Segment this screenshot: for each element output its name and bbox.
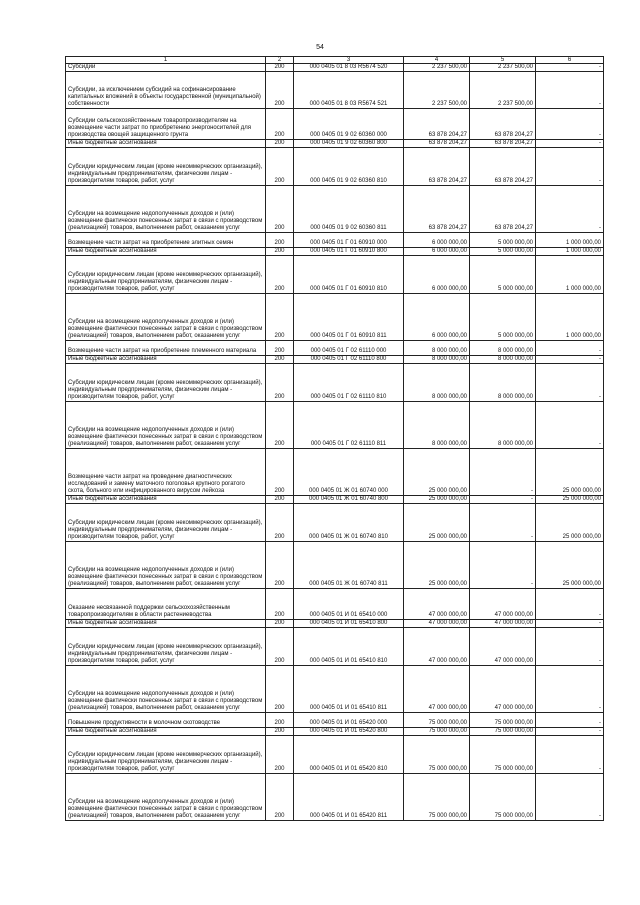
row-name: Иные бюджетные ассигнования [66,248,266,256]
row-value-approved: 63 878 204,27 [404,109,470,140]
row-name: Субсидии, за исключением субсидий на софинансирование капитальных вложений в объекты государственной (муниципальной) собственности [66,72,266,109]
row-value-approved: 75 000 000,00 [404,713,470,728]
row-value-difference: - [536,109,604,140]
row-budget-code: 000 0405 01 8 03 R5674 520 [294,64,404,72]
row-value-approved: 75 000 000,00 [404,774,470,821]
row-value-approved: 47 000 000,00 [404,666,470,713]
row-budget-code: 000 0405 01 Г 02 61110 811 [294,402,404,449]
table-body [66,64,604,821]
row-code-admin: 200 [266,341,294,356]
row-code-admin: 200 [266,294,294,341]
row-name: Субсидии [66,64,266,72]
column-header: 4 [404,57,470,64]
row-value-approved: 8 000 000,00 [404,402,470,449]
row-value-approved: 75 000 000,00 [404,728,470,736]
row-name: Субсидии на возмещение недополученных доходов и (или) возмещение фактически понесенных затрат в связи с производством (реализацией) товаров, выполнением работ, оказанием услуг [66,402,266,449]
column-header: 6 [536,57,604,64]
row-value-executed: - [470,542,536,589]
row-value-executed: 47 000 000,00 [470,589,536,620]
table-row [66,64,604,72]
row-code-admin: 200 [266,402,294,449]
table-row [66,628,604,666]
row-code-admin: 200 [266,356,294,364]
row-budget-code: 000 0405 01 И 01 65420 811 [294,774,404,821]
row-name: Субсидии на возмещение недополученных доходов и (или) возмещение фактически понесенных затрат в связи с производством (реализацией) товаров, выполнением работ, оказанием услуг [66,542,266,589]
row-budget-code: 000 0405 01 И 01 65410 811 [294,666,404,713]
row-name: Возмещение части затрат на проведение диагностических исследований и замену маточного поголовья крупного рогатого скота, больного или инфицированного вирусом лейкоза [66,449,266,496]
table-row [66,109,604,140]
row-value-executed: 5 000 000,00 [470,233,536,248]
row-value-approved: 2 237 500,00 [404,64,470,72]
row-value-executed: - [470,449,536,496]
row-value-approved: 63 878 204,27 [404,148,470,186]
column-header: 5 [470,57,536,64]
row-value-executed: 75 000 000,00 [470,728,536,736]
row-name: Субсидии на возмещение недополученных доходов и (или) возмещение фактически понесенных затрат в связи с производством (реализацией) товаров, выполнением работ, оказанием услуг [66,774,266,821]
table-row [66,72,604,109]
row-budget-code: 000 0405 01 Ж 01 60740 811 [294,542,404,589]
row-value-executed: - [470,504,536,542]
row-value-approved: 6 000 000,00 [404,256,470,294]
page-number: 54 [316,44,324,51]
row-budget-code: 000 0405 01 Г 01 60910 810 [294,256,404,294]
row-value-approved: 63 878 204,27 [404,186,470,233]
row-value-executed: 2 237 500,00 [470,64,536,72]
table-row [66,402,604,449]
row-budget-code: 000 0405 01 Г 02 61110 000 [294,341,404,356]
row-name: Иные бюджетные ассигнования [66,140,266,148]
row-value-difference: - [536,628,604,666]
row-value-difference: - [536,728,604,736]
row-value-approved: 25 000 000,00 [404,542,470,589]
row-value-executed: 8 000 000,00 [470,364,536,402]
row-value-difference: - [536,356,604,364]
row-value-executed: - [470,496,536,504]
row-value-approved: 47 000 000,00 [404,628,470,666]
row-code-admin: 200 [266,72,294,109]
row-name: Субсидии юридическим лицам (кроме некоммерческих организаций), индивидуальным предпринимателям, физическим лицам - производителям товаров, работ, услуг [66,364,266,402]
row-value-difference: - [536,186,604,233]
row-name: Субсидии на возмещение недополученных доходов и (или) возмещение фактически понесенных затрат в связи с производством (реализацией) товаров, выполнением работ, оказанием услуг [66,666,266,713]
row-value-difference: 1 000 000,00 [536,256,604,294]
row-name: Оказание несвязанной поддержки сельскохозяйственным товаропроизводителям в области растениеводства [66,589,266,620]
row-value-difference: - [536,589,604,620]
row-code-admin: 200 [266,64,294,72]
row-value-executed: 5 000 000,00 [470,294,536,341]
row-budget-code: 000 0405 01 И 01 65420 810 [294,736,404,774]
row-budget-code: 000 0405 01 9 02 60360 810 [294,148,404,186]
table-row [66,233,604,248]
row-value-executed: 75 000 000,00 [470,736,536,774]
row-name: Субсидии сельскохозяйственным товаропроизводителям на возмещение части затрат по приобретению энергоносителей для производства овощей защищенного грунта [66,109,266,140]
table-row [66,589,604,620]
row-budget-code: 000 0405 01 И 01 65410 000 [294,589,404,620]
row-value-approved: 6 000 000,00 [404,294,470,341]
row-budget-code: 000 0405 01 И 01 65410 800 [294,620,404,628]
row-value-difference: - [536,666,604,713]
row-value-executed: 75 000 000,00 [470,713,536,728]
row-code-admin: 200 [266,248,294,256]
row-name: Повышение продуктивности в молочном скотоводстве [66,713,266,728]
row-name: Субсидии на возмещение недополученных доходов и (или) возмещение фактически понесенных затрат в связи с производством (реализацией) товаров, выполнением работ, оказанием услуг [66,186,266,233]
table-row [66,542,604,589]
row-budget-code: 000 0405 01 9 02 60360 800 [294,140,404,148]
row-name: Иные бюджетные ассигнования [66,620,266,628]
row-value-difference: 25 000 000,00 [536,504,604,542]
table-row [66,140,604,148]
row-value-approved: 25 000 000,00 [404,496,470,504]
table-row [66,728,604,736]
row-code-admin: 200 [266,628,294,666]
row-value-difference: - [536,713,604,728]
row-code-admin: 200 [266,774,294,821]
row-value-approved: 6 000 000,00 [404,248,470,256]
row-code-admin: 200 [266,256,294,294]
column-header: 1 [66,57,266,64]
row-value-executed: 63 878 204,27 [470,109,536,140]
row-code-admin: 200 [266,589,294,620]
row-value-executed: 63 878 204,27 [470,186,536,233]
row-value-executed: 8 000 000,00 [470,356,536,364]
row-value-difference: - [536,64,604,72]
table-row [66,186,604,233]
row-name: Субсидии юридическим лицам (кроме некоммерческих организаций), индивидуальным предпринимателям, физическим лицам - производителям товаров, работ, услуг [66,628,266,666]
row-value-executed: 63 878 204,27 [470,148,536,186]
row-value-difference: - [536,736,604,774]
row-code-admin: 200 [266,148,294,186]
row-value-executed: 47 000 000,00 [470,666,536,713]
row-budget-code: 000 0405 01 И 01 65420 800 [294,728,404,736]
row-name: Субсидии на возмещение недополученных доходов и (или) возмещение фактически понесенных затрат в связи с производством (реализацией) товаров, выполнением работ, оказанием услуг [66,294,266,341]
table-row [66,713,604,728]
row-value-difference: - [536,72,604,109]
row-budget-code: 000 0405 01 Ж 01 60740 810 [294,504,404,542]
row-value-difference: - [536,364,604,402]
row-name: Иные бюджетные ассигнования [66,728,266,736]
row-value-difference: - [536,140,604,148]
row-budget-code: 000 0405 01 Ж 01 60740 800 [294,496,404,504]
row-code-admin: 200 [266,496,294,504]
table-row [66,496,604,504]
row-name: Иные бюджетные ассигнования [66,356,266,364]
row-value-approved: 63 878 204,27 [404,140,470,148]
row-code-admin: 200 [266,620,294,628]
row-value-difference: 25 000 000,00 [536,496,604,504]
row-value-approved: 2 237 500,00 [404,72,470,109]
row-name: Возмещение части затрат на приобретение племенного материала [66,341,266,356]
row-code-admin: 200 [266,186,294,233]
row-budget-code: 000 0405 01 Г 02 61110 810 [294,364,404,402]
row-budget-code: 000 0405 01 Г 02 61110 800 [294,356,404,364]
row-value-executed: 8 000 000,00 [470,341,536,356]
row-budget-code: 000 0405 01 И 01 65410 810 [294,628,404,666]
row-budget-code: 000 0405 01 8 03 R5674 521 [294,72,404,109]
row-name: Субсидии юридическим лицам (кроме некоммерческих организаций), индивидуальным предпринимателям, физическим лицам - производителям товаров, работ, услуг [66,256,266,294]
row-value-difference: - [536,402,604,449]
row-budget-code: 000 0405 01 Г 01 60910 811 [294,294,404,341]
row-budget-code: 000 0405 01 9 02 60360 811 [294,186,404,233]
row-value-difference: - [536,774,604,821]
table-row [66,256,604,294]
column-header: 3 [294,57,404,64]
row-value-difference: - [536,148,604,186]
header-row [66,57,604,64]
table-row [66,774,604,821]
row-code-admin: 200 [266,736,294,774]
row-value-executed: 63 878 204,27 [470,140,536,148]
row-value-approved: 8 000 000,00 [404,341,470,356]
row-value-executed: 47 000 000,00 [470,628,536,666]
row-name: Субсидии юридическим лицам (кроме некоммерческих организаций), индивидуальным предпринимателям, физическим лицам - производителям товаров, работ, услуг [66,504,266,542]
column-header: 2 [266,57,294,64]
table-row [66,248,604,256]
row-value-approved: 75 000 000,00 [404,736,470,774]
row-budget-code: 000 0405 01 Г 01 60910 000 [294,233,404,248]
row-value-difference: 1 000 000,00 [536,248,604,256]
row-value-approved: 25 000 000,00 [404,504,470,542]
row-code-admin: 200 [266,233,294,248]
table-row [66,620,604,628]
row-value-approved: 47 000 000,00 [404,620,470,628]
table-row [66,504,604,542]
row-value-approved: 8 000 000,00 [404,356,470,364]
row-code-admin: 200 [266,728,294,736]
row-value-difference: - [536,341,604,356]
row-code-admin: 200 [266,666,294,713]
row-value-approved: 6 000 000,00 [404,233,470,248]
row-value-difference: 25 000 000,00 [536,449,604,496]
row-code-admin: 200 [266,364,294,402]
row-value-executed: 2 237 500,00 [470,72,536,109]
row-value-difference: - [536,620,604,628]
row-value-executed: 75 000 000,00 [470,774,536,821]
row-value-approved: 25 000 000,00 [404,449,470,496]
row-value-difference: 1 000 000,00 [536,294,604,341]
row-budget-code: 000 0405 01 И 01 65420 000 [294,713,404,728]
table-row [66,356,604,364]
row-name: Субсидии юридическим лицам (кроме некоммерческих организаций), индивидуальным предпринимателям, физическим лицам - производителям товаров, работ, услуг [66,148,266,186]
table-row [66,449,604,496]
row-code-admin: 200 [266,449,294,496]
row-budget-code: 000 0405 01 Ж 01 60740 000 [294,449,404,496]
table-row [66,666,604,713]
row-value-executed: 5 000 000,00 [470,256,536,294]
table-row [66,364,604,402]
row-name: Субсидии юридическим лицам (кроме некоммерческих организаций), индивидуальным предпринимателям, физическим лицам - производителям товаров, работ, услуг [66,736,266,774]
row-value-executed: 5 000 000,00 [470,248,536,256]
row-value-executed: 47 000 000,00 [470,620,536,628]
row-name: Иные бюджетные ассигнования [66,496,266,504]
row-value-executed: 8 000 000,00 [470,402,536,449]
row-code-admin: 200 [266,542,294,589]
table-row [66,294,604,341]
row-code-admin: 200 [266,140,294,148]
row-code-admin: 200 [266,504,294,542]
table-row [66,341,604,356]
row-value-approved: 8 000 000,00 [404,364,470,402]
row-budget-code: 000 0405 01 9 02 60360 000 [294,109,404,140]
row-value-approved: 47 000 000,00 [404,589,470,620]
table-row [66,736,604,774]
row-code-admin: 200 [266,713,294,728]
row-budget-code: 000 0405 01 Г 01 60910 800 [294,248,404,256]
row-value-difference: 25 000 000,00 [536,542,604,589]
row-name: Возмещение части затрат на приобретение элитных семян [66,233,266,248]
table-row [66,148,604,186]
row-code-admin: 200 [266,109,294,140]
budget-table [65,56,604,821]
row-value-difference: 1 000 000,00 [536,233,604,248]
